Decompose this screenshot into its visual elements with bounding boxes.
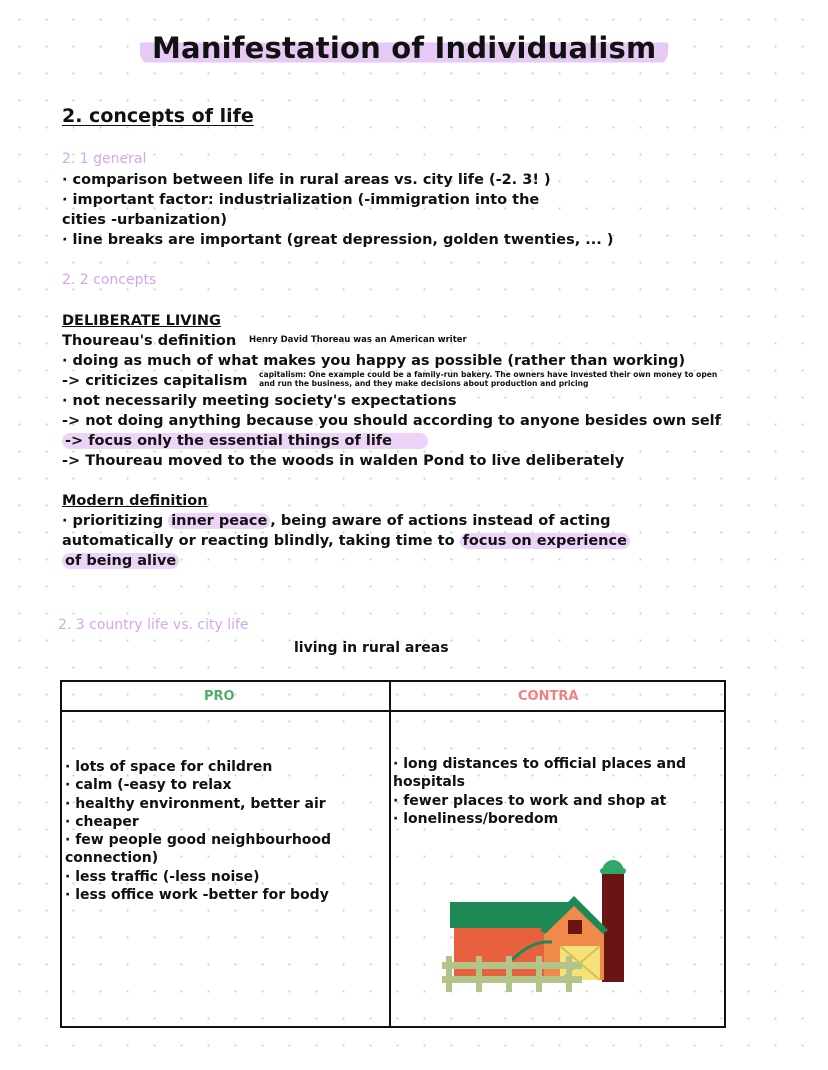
concepts-heading: 2. 2 concepts: [62, 272, 157, 288]
deliberate-living-heading: DELIBERATE LIVING: [62, 313, 221, 329]
line-expectations: · not necessarily meeting society's expectations: [62, 393, 457, 409]
general-item: · comparison between life in rural areas vs. city life (-2. 3! ): [62, 172, 551, 188]
country-heading: 2. 3 country life vs. city life: [58, 617, 249, 633]
line-criticizes: -> criticizes capitalism: [62, 373, 248, 389]
general-item: cities -urbanization): [62, 212, 227, 228]
modern-line-2: automatically or reacting blindly, taking time to focus on experience: [62, 531, 630, 551]
contra-header: CONTRA: [518, 689, 579, 704]
general-item: · important factor: industrialization (-immigration into the: [62, 192, 540, 208]
list-item: · calm (-easy to relax: [65, 777, 232, 794]
line-walden: -> Thoureau moved to the woods in walden Pond to live deliberately: [62, 453, 625, 469]
modern-line-3: of being alive: [62, 551, 179, 571]
pro-list: [65, 758, 375, 904]
list-item: · less office work -better for body: [65, 887, 329, 904]
section-heading: 2. concepts of life: [62, 105, 254, 127]
capitalism-note: capitalism: One example could be a family-run bakery. The owners have invested their own money to open: [259, 370, 718, 379]
list-item: · cheaper: [65, 813, 139, 830]
pro-contra-table: [60, 680, 726, 1028]
thoreau-note: Henry David Thoreau was an American writer: [249, 335, 467, 345]
contra-list: [393, 755, 723, 828]
line-focus: -> focus only the essential things of life: [62, 431, 428, 451]
page-title: Manifestation of Individualism: [140, 30, 668, 66]
list-item: · few people good neighbourhood connection): [65, 832, 332, 867]
modern-definition-heading: Modern definition: [62, 493, 208, 509]
list-item: · loneliness/boredom: [393, 810, 559, 827]
pro-header: PRO: [204, 689, 235, 704]
general-heading: 2. 1 general: [62, 151, 147, 167]
table-header-divider: [62, 710, 724, 712]
table-divider: [389, 682, 391, 1026]
list-item: · lots of space for children: [65, 759, 273, 775]
list-item: · fewer places to work and shop at: [393, 792, 667, 809]
line-happy: · doing as much of what makes you happy as possible (rather than working): [62, 353, 686, 369]
list-item: · less traffic (-less noise): [65, 868, 260, 885]
barn-illustration: [442, 850, 642, 1000]
list-item: · healthy environment, better air: [65, 795, 326, 812]
line-not-doing: -> not doing anything because you should according to anyone besides own self: [62, 413, 721, 429]
capitalism-note: and run the business, and they make decisions about production and pricing: [259, 379, 589, 388]
thoreau-definition-label: Thoureau's definition: [62, 333, 237, 349]
general-item: · line breaks are important (great depression, golden twenties, ... ): [62, 232, 614, 248]
modern-line-1: · prioritizing inner peace , being aware of actions instead of acting: [62, 513, 611, 529]
list-item: · long distances to official places and hospitals: [393, 756, 687, 791]
table-caption: living in rural areas: [294, 640, 449, 656]
